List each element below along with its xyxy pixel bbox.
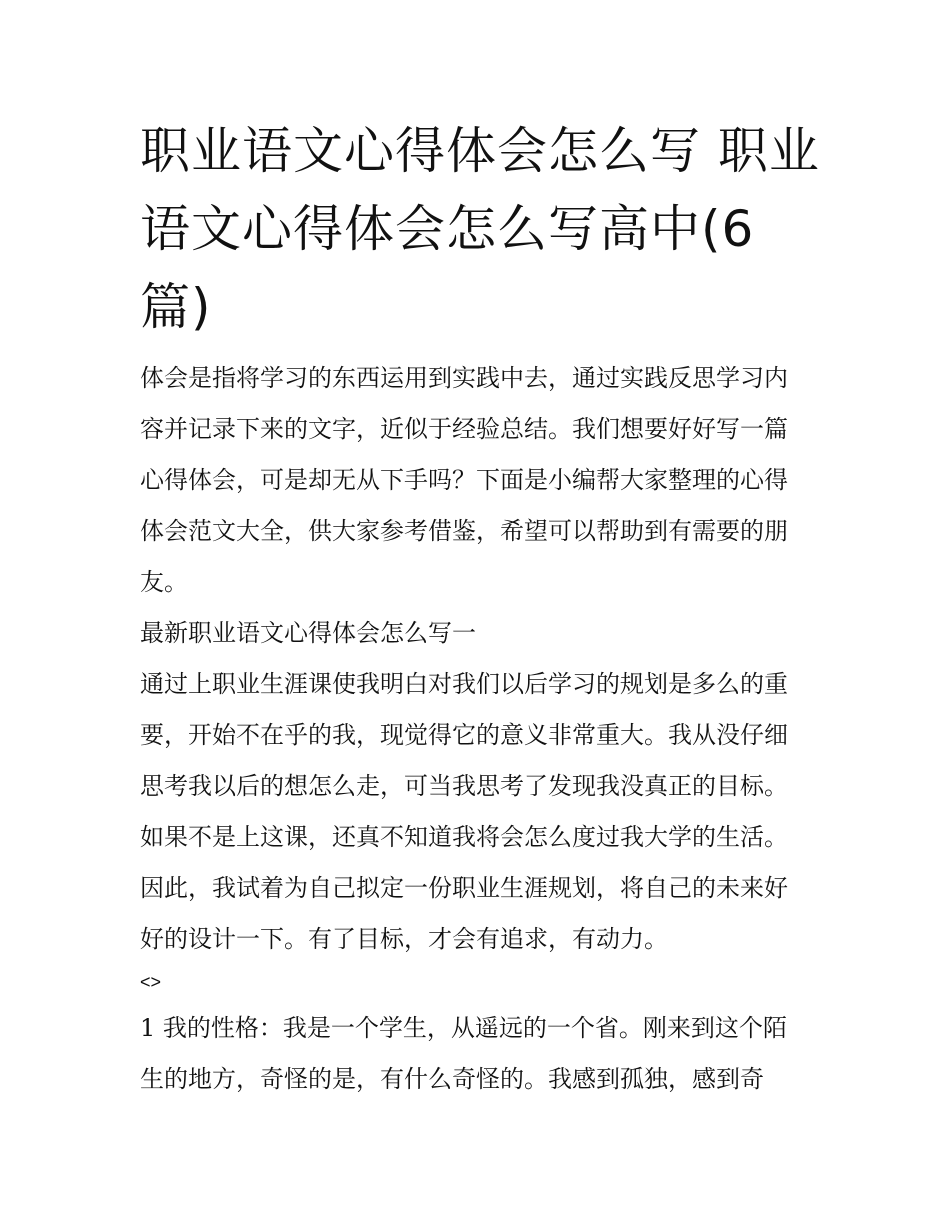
item-paragraph — [140, 1003, 820, 1105]
paragraph-line: 如果不是上这课，还真不知道我将会怎么度过我大学的生活。 — [140, 823, 788, 851]
title-line: 篇) — [140, 278, 212, 336]
paragraph-line: 通过上职业生涯课使我明白对我们以后学习的规划是多么的重 — [140, 670, 788, 698]
paragraph-line: 体会是指将学习的东西运用到实践中去，通过实践反思学习内 — [140, 364, 788, 392]
title-line: 职业语文心得体会怎么写 职业 — [140, 122, 820, 180]
paragraph-line: 体会范文大全，供大家参考借鉴，希望可以帮助到有需要的朋 — [140, 517, 788, 545]
section-heading: 最新职业语文心得体会怎么写一 — [140, 619, 476, 647]
paragraph-line: 心得体会，可是却无从下手吗？下面是小编帮大家整理的心得 — [140, 466, 788, 494]
title-line: 语文心得体会怎么写高中(6 — [140, 200, 755, 258]
intro-paragraph — [140, 353, 820, 608]
paragraph-line: 要，开始不在乎的我，现觉得它的意义非常重大。我从没仔细 — [140, 721, 788, 749]
paragraph-line: 友。 — [140, 568, 188, 596]
marker-text: <> — [140, 972, 162, 992]
section-paragraph — [140, 659, 820, 965]
paragraph-line: 生的地方，奇怪的是，有什么奇怪的。我感到孤独，感到奇 — [140, 1065, 764, 1093]
document-title — [140, 112, 820, 346]
paragraph-line: 因此，我试着为自己拟定一份职业生涯规划，将自己的未来好 — [140, 874, 788, 902]
paragraph-line: 1 我的性格：我是一个学生，从遥远的一个省。刚来到这个陌 — [140, 1014, 787, 1042]
paragraph-line: 思考我以后的想怎么走，可当我思考了发现我没真正的目标。 — [140, 772, 788, 800]
paragraph-line: 好的设计一下。有了目标，才会有追求，有动力。 — [140, 925, 668, 953]
paragraph-line: 容并记录下来的文字，近似于经验总结。我们想要好好写一篇 — [140, 415, 788, 443]
